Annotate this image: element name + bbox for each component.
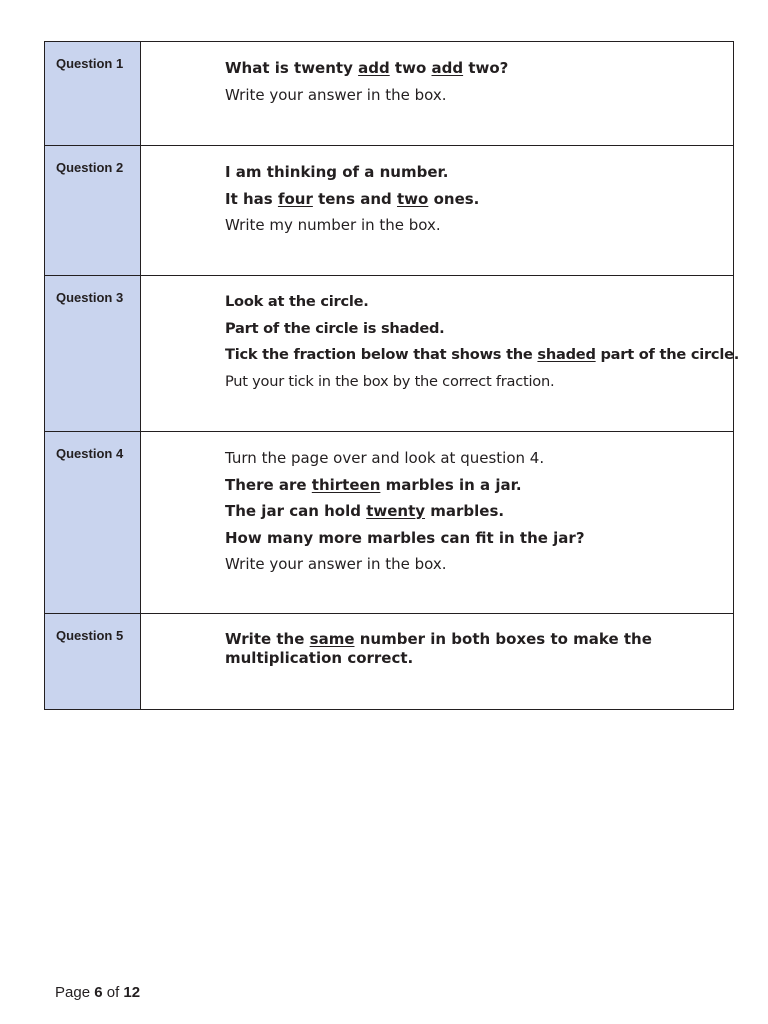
text-run: What is twenty (225, 59, 359, 77)
question-line: Part of the circle is shaded. (225, 319, 445, 337)
text-run: part of the circle. (595, 346, 740, 363)
question-label: Question 5 (45, 614, 141, 710)
underlined-word: add (358, 59, 390, 77)
question-line (225, 498, 723, 525)
question-line (225, 186, 723, 213)
text-run: two? (463, 59, 509, 77)
text-run: two (389, 59, 432, 77)
page-word: Page (55, 984, 91, 1001)
underlined-word: thirteen (311, 475, 381, 494)
question-text (141, 276, 740, 432)
instruction-line: Turn the page over and look at question 4. (225, 449, 545, 467)
question-line (225, 55, 723, 82)
page-number: 6 (94, 984, 103, 1001)
question-row (45, 146, 734, 276)
question-line: How many more marbles can fit in the jar? (225, 528, 585, 547)
underlined-word: four (277, 189, 313, 208)
text-run: It has (225, 189, 278, 208)
questions-table (44, 41, 740, 710)
text-run: marbles in a jar. (380, 475, 522, 494)
question-row (45, 614, 734, 710)
text-run: Tick the fraction below that shows the (225, 346, 538, 363)
underlined-word: two (397, 189, 429, 208)
question-row (45, 432, 734, 614)
question-line (225, 472, 723, 499)
text-run: marbles. (425, 502, 505, 520)
text-run: number in both boxes to make the multiplication correct. (225, 630, 652, 667)
question-text (141, 42, 734, 146)
question-row (45, 276, 734, 432)
page-footer (55, 984, 140, 1001)
instruction-line: Put your tick in the box by the correct fraction. (225, 372, 555, 390)
total-pages: 12 (123, 984, 141, 1001)
question-line: I am thinking of a number. (225, 163, 449, 181)
text-run: tens and (312, 189, 398, 208)
question-text (141, 146, 734, 276)
question-text (141, 614, 734, 710)
question-line (225, 627, 723, 668)
instruction-line: Write your answer in the box. (225, 555, 447, 573)
text-run: The jar can hold (225, 502, 367, 520)
underlined-word: add (431, 59, 464, 77)
underlined-word: shaded (537, 346, 596, 363)
underlined-word: twenty (366, 502, 426, 520)
question-label: Question 3 (45, 276, 141, 432)
of-word: of (106, 984, 120, 1001)
text-run: Write the (225, 630, 310, 648)
instruction-line: Write my number in the box. (225, 216, 441, 234)
question-text (141, 432, 734, 614)
underlined-word: same (309, 630, 355, 648)
question-label: Question 4 (45, 432, 141, 614)
question-label: Question 1 (45, 42, 141, 146)
question-line: Look at the circle. (225, 293, 369, 310)
instruction-line: Write your answer in the box. (225, 85, 447, 104)
question-row (45, 42, 734, 146)
text-run: There are (225, 475, 312, 494)
question-line (225, 342, 740, 369)
question-label: Question 2 (45, 146, 141, 276)
text-run: ones. (428, 189, 480, 208)
